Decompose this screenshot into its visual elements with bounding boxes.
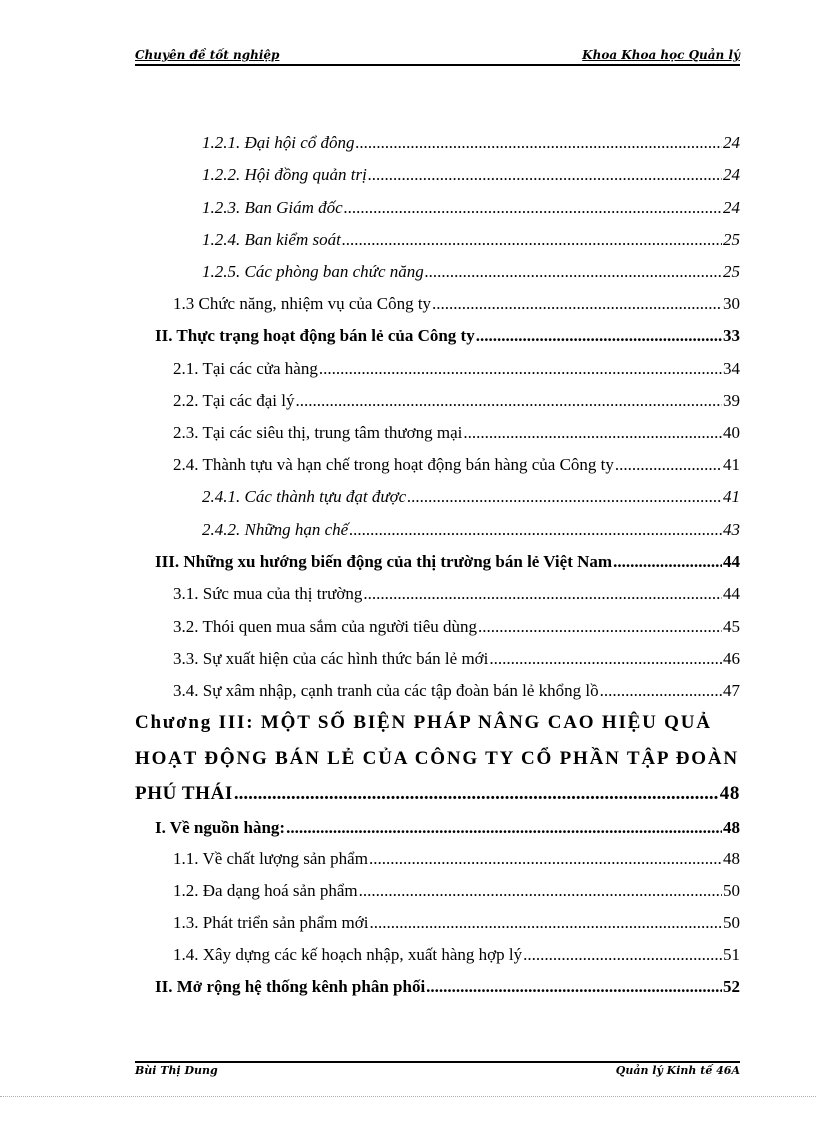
toc-leader xyxy=(368,165,722,185)
toc-entry-page: 51 xyxy=(723,945,740,964)
header-left-text: Chuyên đề tốt nghiệp xyxy=(135,48,280,62)
toc-entry-page: 47 xyxy=(723,681,740,700)
toc-entry-page: 52 xyxy=(723,977,740,996)
toc-entry-page: 50 xyxy=(723,881,740,900)
toc-entry-page: 45 xyxy=(723,617,740,636)
toc-entry-label: 2.2. Tại các đại lý xyxy=(173,391,295,410)
toc-entry-label: 2.4.2. Những hạn chế xyxy=(202,520,349,539)
toc-leader xyxy=(478,617,722,637)
toc-leader xyxy=(426,977,722,997)
toc-entry-page: 24 xyxy=(723,133,740,152)
toc-section xyxy=(155,552,740,572)
toc-entry xyxy=(173,423,740,443)
toc-entry xyxy=(202,230,740,250)
toc-entry xyxy=(173,359,740,379)
toc-section xyxy=(155,977,740,997)
toc-entry-page: 25 xyxy=(723,262,740,281)
toc-leader xyxy=(489,649,722,669)
toc-entry xyxy=(173,294,740,314)
toc-leader xyxy=(407,487,722,507)
toc-leader xyxy=(463,423,722,443)
toc-entry xyxy=(173,913,740,933)
toc-leader xyxy=(370,913,723,933)
toc-leader xyxy=(363,584,722,604)
toc-entry-label: 2.4.1. Các thành tựu đạt được xyxy=(202,487,407,506)
toc-section xyxy=(155,326,740,346)
chapter-title-line-3: PHÚ THÁI xyxy=(135,783,233,804)
toc-entry-page: 48 xyxy=(723,818,740,837)
toc-entry-label: 3.2. Thói quen mua sắm của người tiêu dùng xyxy=(173,617,478,636)
toc-entry-page: 30 xyxy=(723,294,740,313)
toc-leader xyxy=(523,945,722,965)
chapter-page: 48 xyxy=(719,783,740,804)
toc-entry xyxy=(202,133,740,153)
toc-entry-label: 1.3. Phát triển sản phẩm mới xyxy=(173,913,369,932)
toc-entry-page: 44 xyxy=(723,584,740,603)
toc-entry xyxy=(173,584,740,604)
toc-entry-page: 50 xyxy=(723,913,740,932)
toc-entry-page: 43 xyxy=(723,520,740,539)
toc-entry-label: 1.3 Chức năng, nhiệm vụ của Công ty xyxy=(173,294,432,313)
toc-entry xyxy=(173,649,740,669)
chapter-heading xyxy=(135,783,740,805)
toc-entry xyxy=(202,487,740,507)
toc-entry-page: 34 xyxy=(723,359,740,378)
toc-entry-page: 46 xyxy=(723,649,740,668)
toc-entry-label: 1.2.2. Hội đồng quản trị xyxy=(202,165,367,184)
toc-entry-label: 2.4. Thành tựu và hạn chế trong hoạt động bán hàng của Công ty xyxy=(173,455,614,474)
toc-entry-label: 1.2.3. Ban Giám đốc xyxy=(202,198,343,217)
toc-entry-page: 41 xyxy=(723,455,740,474)
toc-entry-label: 2.3. Tại các siêu thị, trung tâm thương mại xyxy=(173,423,463,442)
toc-leader xyxy=(295,391,722,411)
toc-entry xyxy=(202,165,740,185)
header-right-text: Khoa Khoa học Quản lý xyxy=(582,48,740,62)
toc-entry-page: 44 xyxy=(723,552,740,571)
toc-entry-label: 3.3. Sự xuất hiện của các hình thức bán lẻ mới xyxy=(173,649,489,668)
toc-entry xyxy=(173,617,740,637)
toc-entry-label: 1.1. Về chất lượng sản phẩm xyxy=(173,849,368,868)
toc-entry-label: 1.2. Đa dạng hoá sản phẩm xyxy=(173,881,358,900)
toc-leader xyxy=(369,849,722,869)
footer-right-text: Quản lý Kinh tế 46A xyxy=(615,1064,740,1077)
toc-entry-page: 25 xyxy=(723,230,740,249)
page-footer xyxy=(135,1064,740,1080)
toc-entry-page: 33 xyxy=(723,326,740,345)
toc-entry xyxy=(202,262,740,282)
toc-entry-label: 3.1. Sức mua của thị trường xyxy=(173,584,363,603)
toc-leader xyxy=(356,133,722,153)
toc-leader xyxy=(600,681,722,701)
toc-entry xyxy=(173,881,740,901)
toc-entry xyxy=(173,391,740,411)
chapter-title-line-2: HOẠT ĐỘNG BÁN LẺ CỦA CÔNG TY CỔ PHẦN TẬP ĐOÀN xyxy=(135,748,739,769)
toc-entry-label: 1.2.5. Các phòng ban chức năng xyxy=(202,262,424,281)
toc-leader xyxy=(359,881,722,901)
footer-divider xyxy=(135,1061,740,1063)
toc-entry-label: 2.1. Tại các cửa hàng xyxy=(173,359,318,378)
toc-entry xyxy=(173,455,740,475)
toc-leader xyxy=(319,359,722,379)
toc-section xyxy=(155,818,740,838)
footer-left-text: Bùi Thị Dung xyxy=(135,1064,218,1077)
toc-entry-label: 3.4. Sự xâm nhập, cạnh tranh của các tập đoàn bán lẻ khổng lồ xyxy=(173,681,599,700)
toc-entry-page: 40 xyxy=(723,423,740,442)
toc-entry-page: 41 xyxy=(723,487,740,506)
toc-entry xyxy=(173,681,740,701)
toc-entry xyxy=(173,945,740,965)
toc-leader xyxy=(349,520,722,540)
toc-entry-label: III. Những xu hướng biến động của thị trường bán lẻ Việt Nam xyxy=(155,552,613,571)
toc-leader xyxy=(615,455,722,475)
toc-leader xyxy=(613,552,722,572)
toc-leader xyxy=(476,326,722,346)
toc-entry-label: II. Thực trạng hoạt động bán lẻ của Công ty xyxy=(155,326,475,345)
toc-entry-label: 1.2.4. Ban kiểm soát xyxy=(202,230,341,249)
toc-entry-label: I. Về nguồn hàng: xyxy=(155,818,286,837)
toc-entry-label: 1.2.1. Đại hội cổ đông xyxy=(202,133,355,152)
toc-leader xyxy=(342,230,722,250)
toc-entry xyxy=(202,198,740,218)
header-divider xyxy=(135,64,740,66)
toc-entry-page: 24 xyxy=(723,198,740,217)
toc-entry-label: II. Mở rộng hệ thống kênh phân phối xyxy=(155,977,426,996)
toc-leader xyxy=(234,783,719,805)
toc-entry-label: 1.4. Xây dựng các kế hoạch nhập, xuất hàng hợp lý xyxy=(173,945,523,964)
toc-leader xyxy=(425,262,722,282)
chapter-title-line-1: Chương III: MỘT SỐ BIỆN PHÁP NÂNG CAO HIỆU QUẢ xyxy=(135,712,712,733)
toc-entry xyxy=(173,849,740,869)
toc-entry-page: 24 xyxy=(723,165,740,184)
page-break xyxy=(0,1096,816,1097)
toc-entry-page: 48 xyxy=(723,849,740,868)
toc-leader xyxy=(432,294,722,314)
toc-entry-page: 39 xyxy=(723,391,740,410)
toc-leader xyxy=(286,818,722,838)
toc-leader xyxy=(344,198,722,218)
toc-entry xyxy=(202,520,740,540)
